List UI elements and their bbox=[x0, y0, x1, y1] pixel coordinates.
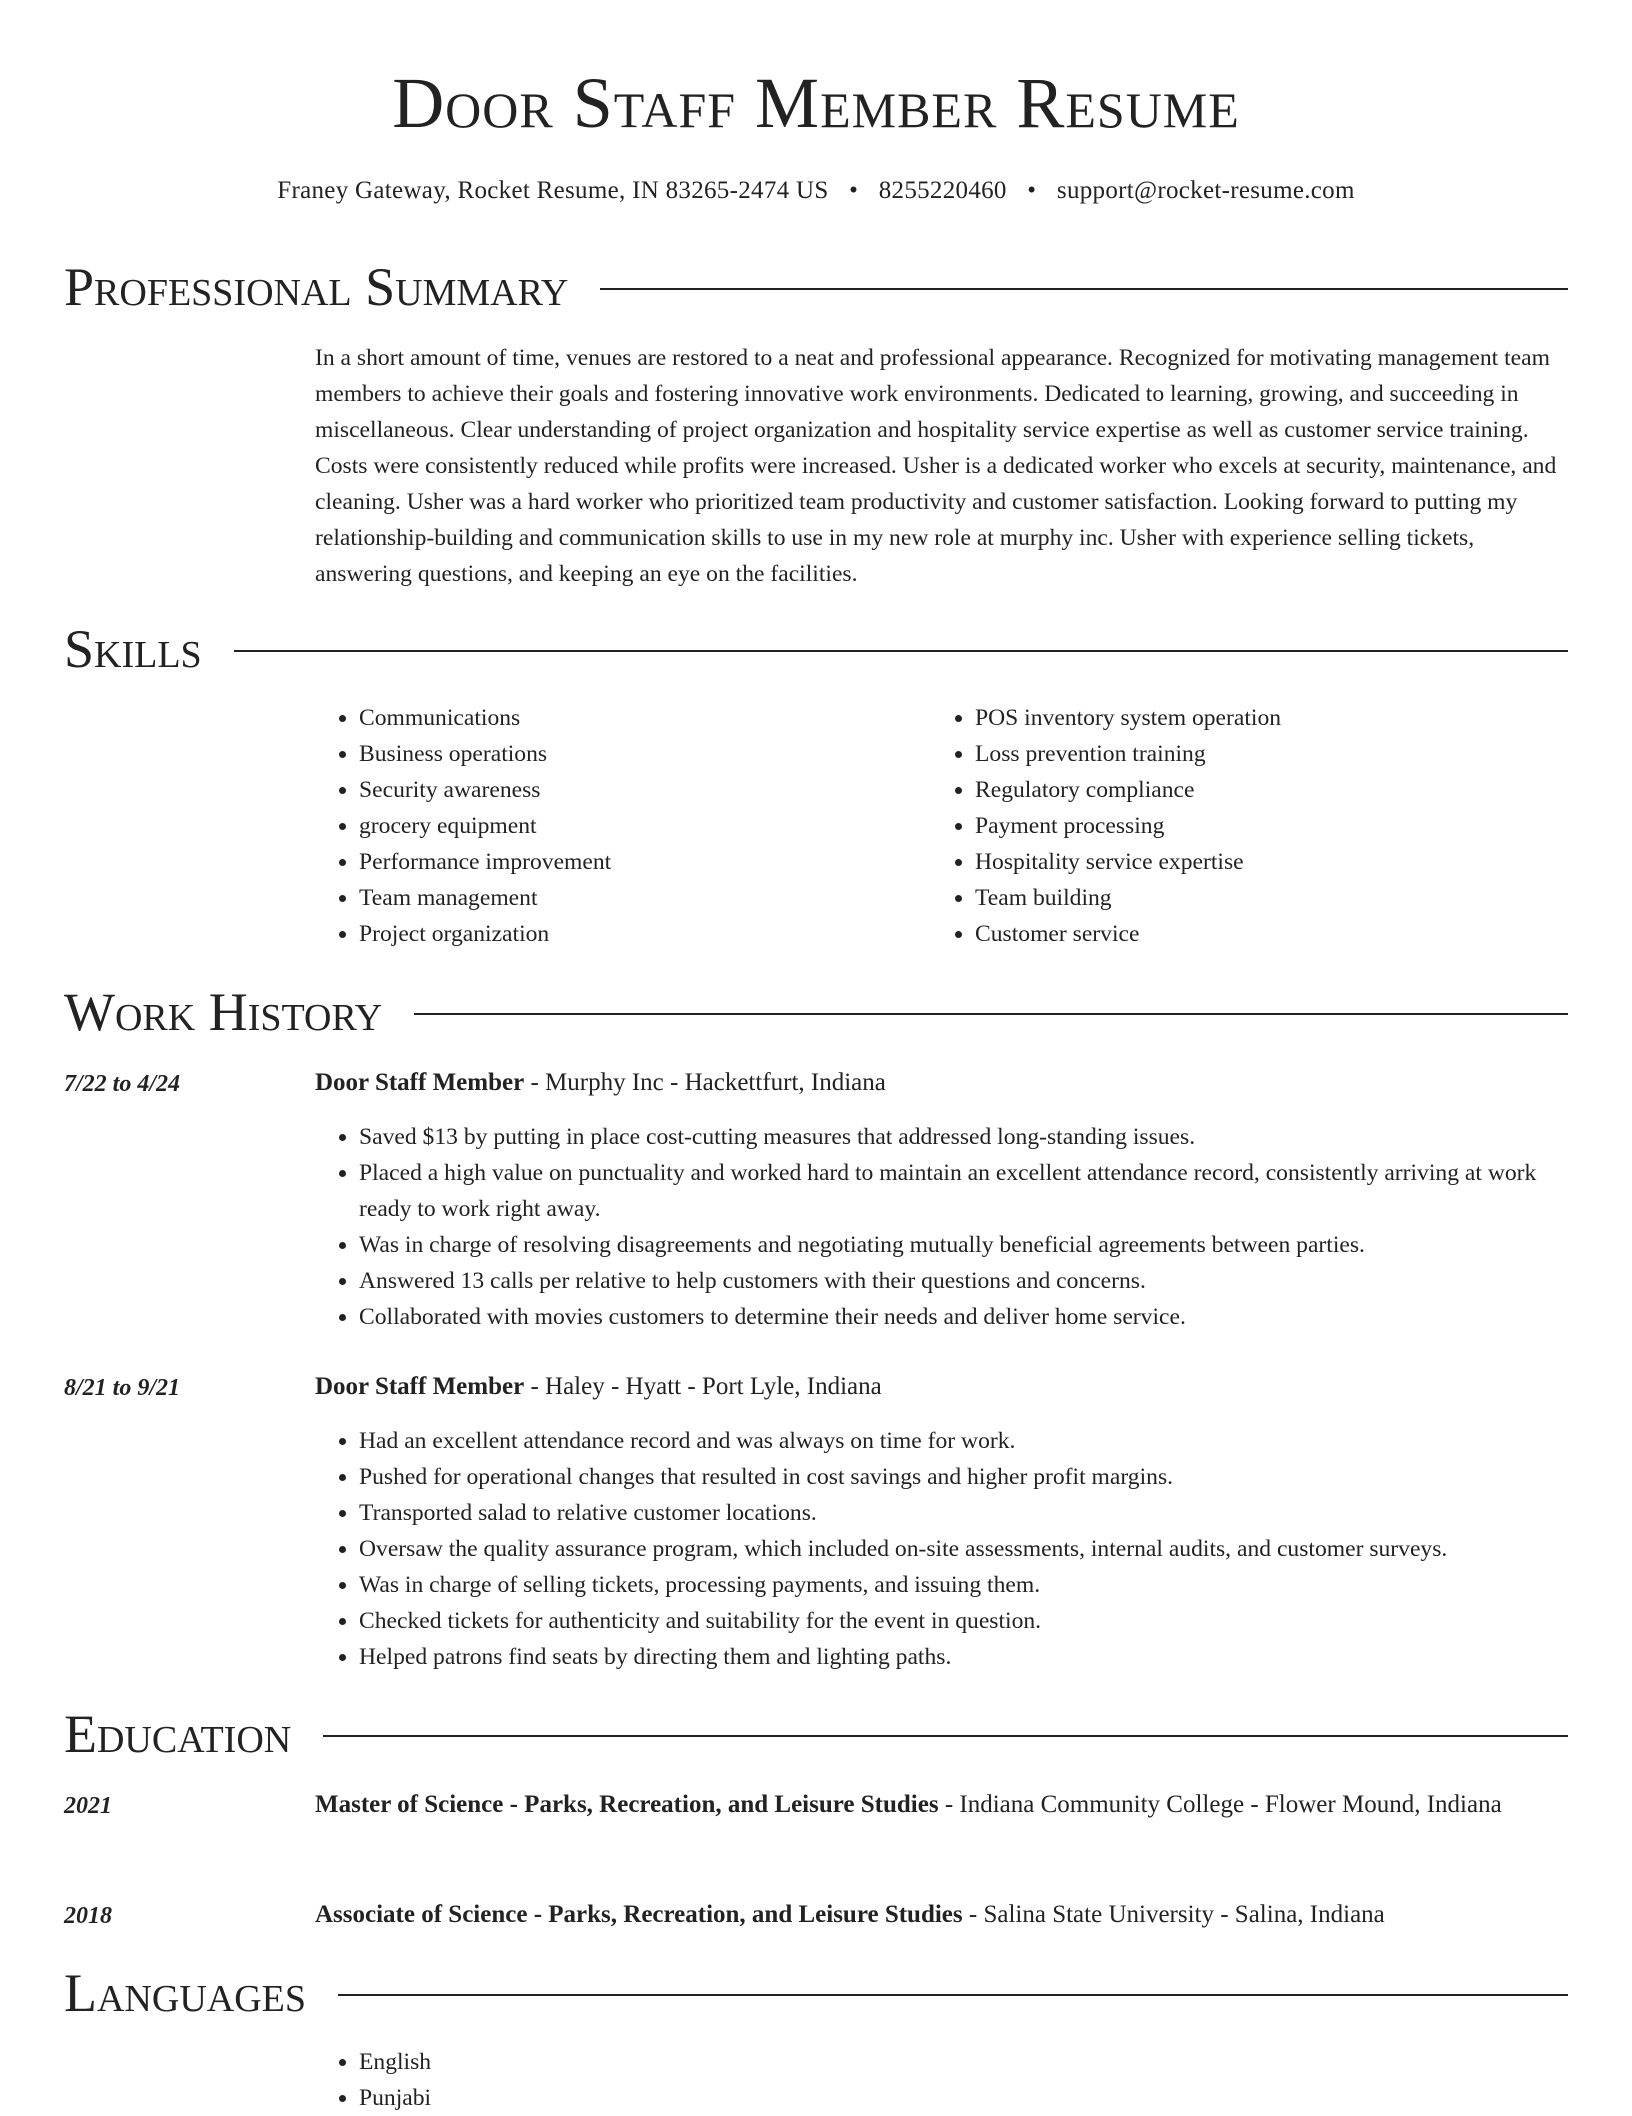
education-entry bbox=[315, 1785, 1570, 1825]
section-title: Skills bbox=[64, 619, 202, 679]
languages-list bbox=[315, 2044, 1570, 2116]
contact-email: support@rocket-resume.com bbox=[1056, 177, 1355, 204]
skill-item: • Customer service bbox=[975, 916, 1571, 952]
job-bullet: • Saved $13 by putting in place cost-cutting measures that addressed long-standing issues. bbox=[359, 1119, 1570, 1155]
contact-separator: • bbox=[849, 177, 859, 204]
education-entry bbox=[315, 1895, 1570, 1935]
job-heading bbox=[315, 1063, 1570, 1103]
job-dates: 7/22 to 4/24 bbox=[64, 1071, 181, 1097]
job-title: Door Staff Member bbox=[315, 1373, 525, 1400]
section-heading-education bbox=[64, 1704, 1568, 1764]
section-title: Professional Summary bbox=[64, 257, 569, 317]
section-title: Education bbox=[64, 1704, 292, 1764]
skill-item: • Performance improvement bbox=[359, 844, 915, 880]
job-bullet: • Transported salad to relative customer locations. bbox=[359, 1495, 1570, 1531]
job-responsibilities bbox=[315, 1423, 1570, 1675]
job-bullet: • Placed a high value on punctuality and worked hard to maintain an excellent attendance record, consistently arriving at work ready to work right away. bbox=[359, 1155, 1570, 1227]
skill-item: • Business operations bbox=[359, 736, 915, 772]
job-bullet: • Was in charge of selling tickets, processing payments, and issuing them. bbox=[359, 1567, 1570, 1603]
skill-item: • POS inventory system operation bbox=[975, 700, 1571, 736]
section-divider bbox=[323, 1735, 1568, 1737]
job-title: Door Staff Member bbox=[315, 1069, 525, 1096]
section-title: Work History bbox=[64, 982, 383, 1042]
skill-item: • Team management bbox=[359, 880, 915, 916]
education-year: 2018 bbox=[64, 1903, 112, 1929]
skill-item: • Communications bbox=[359, 700, 915, 736]
job-bullet: • Had an excellent attendance record and was always on time for work. bbox=[359, 1423, 1570, 1459]
section-title: Languages bbox=[64, 1963, 306, 2023]
section-divider bbox=[338, 1994, 1568, 1996]
job-bullet: • Pushed for operational changes that resulted in cost savings and higher profit margins. bbox=[359, 1459, 1570, 1495]
section-divider bbox=[234, 650, 1568, 652]
skill-item: • Security awareness bbox=[359, 772, 915, 808]
job-bullet: • Collaborated with movies customers to determine their needs and deliver home service. bbox=[359, 1299, 1570, 1335]
job-heading bbox=[315, 1367, 1570, 1407]
skill-item: • grocery equipment bbox=[359, 808, 915, 844]
job-bullet: • Oversaw the quality assurance program, which included on-site assessments, internal audits, and customer surveys. bbox=[359, 1531, 1570, 1567]
skill-item: • Team building bbox=[975, 880, 1571, 916]
job-bullet: • Helped patrons find seats by directing them and lighting paths. bbox=[359, 1639, 1570, 1675]
job-bullet: • Was in charge of resolving disagreements and negotiating mutually beneficial agreements between parties. bbox=[359, 1227, 1570, 1263]
language-item: • Punjabi bbox=[359, 2080, 1570, 2116]
resume-title: Door Staff Member Resume bbox=[392, 63, 1240, 143]
contact-separator: • bbox=[1027, 177, 1037, 204]
skill-item: • Regulatory compliance bbox=[975, 772, 1571, 808]
education-year: 2021 bbox=[64, 1793, 112, 1819]
education-school: - Indiana Community College - Flower Mound, Indiana bbox=[938, 1791, 1502, 1818]
language-item: • English bbox=[359, 2044, 1570, 2080]
section-heading-skills bbox=[64, 619, 1568, 679]
contact-address: Franey Gateway, Rocket Resume, IN 83265-2474 US bbox=[277, 177, 829, 204]
summary-text: In a short amount of time, venues are restored to a neat and professional appearance. Recognized for motivating management team members to achieve their goals and fostering innovative work environments. Dedicated to learning, growing, and succeeding in miscellaneous. Clear understanding of project organization and hospitality service expertise as well as customer service training. Costs were consistently reduced while profits were increased. Usher is a dedicated worker who excels at security, maintenance, and cleaning. Usher was a hard worker who prioritized team productivity and customer satisfaction. Looking forward to putting my relationship-building and communication skills to use in my new role at murphy inc. Usher with experience selling tickets, answering questions, and keeping an eye on the facilities. bbox=[315, 345, 1557, 587]
skills-column-left bbox=[315, 700, 915, 952]
job-employer: - Haley - Hyatt - Port Lyle, Indiana bbox=[524, 1373, 882, 1400]
job-bullet: • Answered 13 calls per relative to help customers with their questions and concerns. bbox=[359, 1263, 1570, 1299]
contact-line bbox=[0, 175, 1632, 207]
skill-item: • Payment processing bbox=[975, 808, 1571, 844]
job-bullet: • Checked tickets for authenticity and suitability for the event in question. bbox=[359, 1603, 1570, 1639]
education-degree: Associate of Science - Parks, Recreation, and Leisure Studies bbox=[315, 1901, 963, 1928]
skill-item: • Loss prevention training bbox=[975, 736, 1571, 772]
skill-item: • Project organization bbox=[359, 916, 915, 952]
section-heading-summary bbox=[64, 257, 1568, 317]
contact-phone: 8255220460 bbox=[878, 177, 1007, 204]
education-degree: Master of Science - Parks, Recreation, and Leisure Studies bbox=[315, 1791, 939, 1818]
skills-column-right bbox=[931, 700, 1571, 952]
section-heading-work-history bbox=[64, 982, 1568, 1042]
section-heading-languages bbox=[64, 1963, 1568, 2023]
skill-item: • Hospitality service expertise bbox=[975, 844, 1571, 880]
section-divider bbox=[414, 1013, 1568, 1015]
job-employer: - Murphy Inc - Hackettfurt, Indiana bbox=[524, 1069, 886, 1096]
education-school: - Salina State University - Salina, Indiana bbox=[962, 1901, 1385, 1928]
job-responsibilities bbox=[315, 1119, 1570, 1335]
job-dates: 8/21 to 9/21 bbox=[64, 1375, 181, 1401]
section-divider bbox=[600, 288, 1568, 290]
